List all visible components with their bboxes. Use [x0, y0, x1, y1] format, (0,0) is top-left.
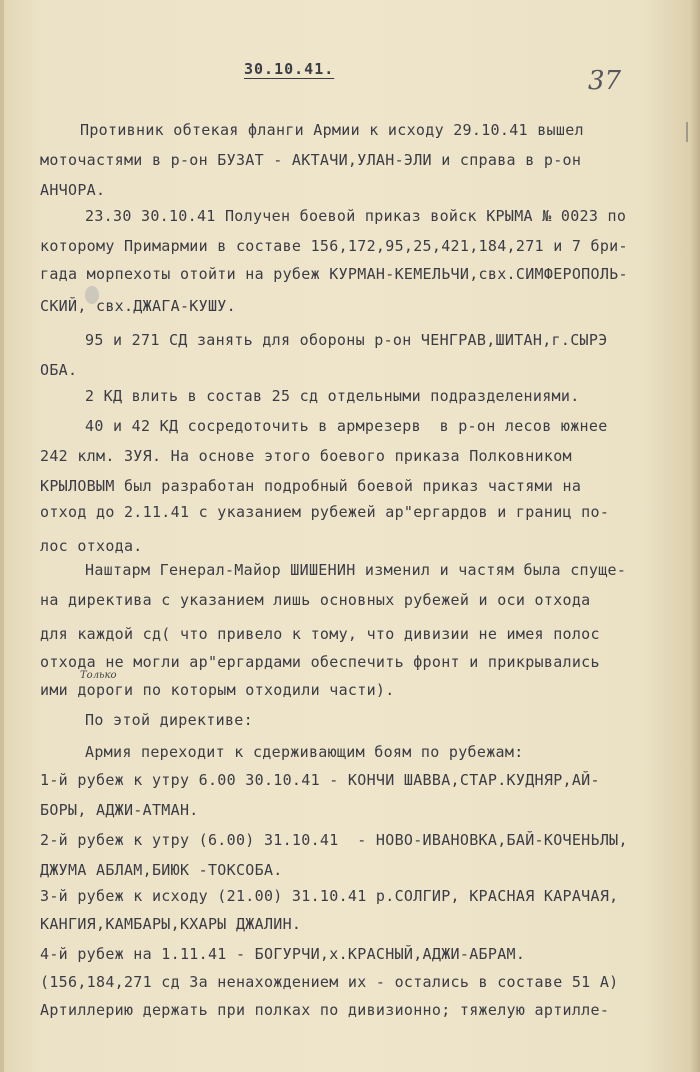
text-line: АНЧОРА.	[40, 181, 106, 199]
text-line: гада морпехоты отойти на рубеж КУРМАН-КЕМЕЛЬЧИ,свх.СИМФЕРОПОЛЬ-	[40, 265, 628, 283]
text-line: 2-й рубеж к утру (6.00) 31.10.41 - НОВО-ИВАНОВКА,БАЙ-КОЧЕНЬЛЫ,	[40, 831, 628, 849]
handwritten-page-number: 37	[588, 66, 622, 96]
text-line: По этой директиве:	[85, 711, 253, 729]
text-line: Наштарм Генерал-Майор ШИШЕНИН изменил и частям была спуще-	[85, 561, 627, 579]
text-line: на директива с указанием лишь основных рубежей и оси отхода	[40, 591, 591, 609]
text-line: КРЫЛОВЫМ был разработан подробный боевой приказ частями на	[40, 477, 582, 495]
text-line: лос отхода.	[40, 537, 143, 555]
text-line: ОБА.	[40, 361, 78, 379]
text-line: Противник обтекая фланги Армии к исходу 29.10.41 вышел	[80, 121, 584, 139]
text-line: 40 и 42 КД сосредоточить в армрезерв в р-он лесов южнее	[85, 417, 608, 435]
handwritten-insertion: Только	[80, 670, 117, 681]
text-line: Артиллерию держать при полках по дивизионно; тяжелую артилле-	[40, 1001, 610, 1019]
text-line: 242 клм. ЗУЯ. На основе этого боевого приказа Полковником	[40, 447, 572, 465]
text-line: 2 КД влить в состав 25 сд отдельными подразделениями.	[85, 387, 580, 405]
text-line: ДЖУМА АБЛАМ,БИЮК -ТОКСОБА.	[40, 861, 283, 879]
page-left-edge	[0, 0, 4, 1072]
text-line: 95 и 271 СД занять для обороны р-он ЧЕНГРАВ,ШИТАН,г.СЫРЭ	[85, 331, 608, 349]
text-line: (156,184,271 сд За ненахождением их - остались в составе 51 А)	[40, 973, 619, 991]
date-header: 30.10.41.	[244, 60, 335, 78]
text-line: ими дороги по которым отходили части).	[40, 681, 395, 699]
text-line: 4-й рубеж на 1.11.41 - БОГУРЧИ,х.КРАСНЫЙ,АДЖИ-АБРАМ.	[40, 945, 526, 963]
text-line: моточастями в р-он БУЗАТ - АКТАЧИ,УЛАН-ЭЛИ и справа в р-он	[40, 151, 582, 169]
text-line: СКИЙ, свх.ДЖАГА-КУШУ.	[40, 297, 236, 315]
text-line: 3-й рубеж к исходу (21.00) 31.10.41 р.СОЛГИР, КРАСНАЯ КАРАЧАЯ,	[40, 887, 619, 905]
text-line: которому Примармии в составе 156,172,95,25,421,184,271 и 7 бри-	[40, 237, 628, 255]
text-line: БОРЫ, АДЖИ-АТМАН.	[40, 801, 199, 819]
margin-mark	[686, 122, 688, 142]
page-right-edge	[690, 0, 700, 1072]
text-line: КАНГИЯ,КАМБАРЫ,КХАРЫ ДЖАЛИН.	[40, 915, 302, 933]
text-line: отход до 2.11.41 с указанием рубежей ар"ергардов и границ по-	[40, 503, 610, 521]
text-line: для каждой сд( что привело к тому, что дивизии не имея полос	[40, 625, 600, 643]
text-line: 23.30 30.10.41 Получен боевой приказ войск КРЫМА № 0023 по	[85, 207, 627, 225]
text-line: 1-й рубеж к утру 6.00 30.10.41 - КОНЧИ ШАВВА,СТАР.КУДНЯР,АЙ-	[40, 771, 600, 789]
ink-stain	[85, 286, 99, 304]
text-line: Армия переходит к сдерживающим боям по рубежам:	[85, 743, 524, 761]
text-line: отхода не могли ар"ергардами обеспечить фронт и прикрывались	[40, 653, 600, 671]
